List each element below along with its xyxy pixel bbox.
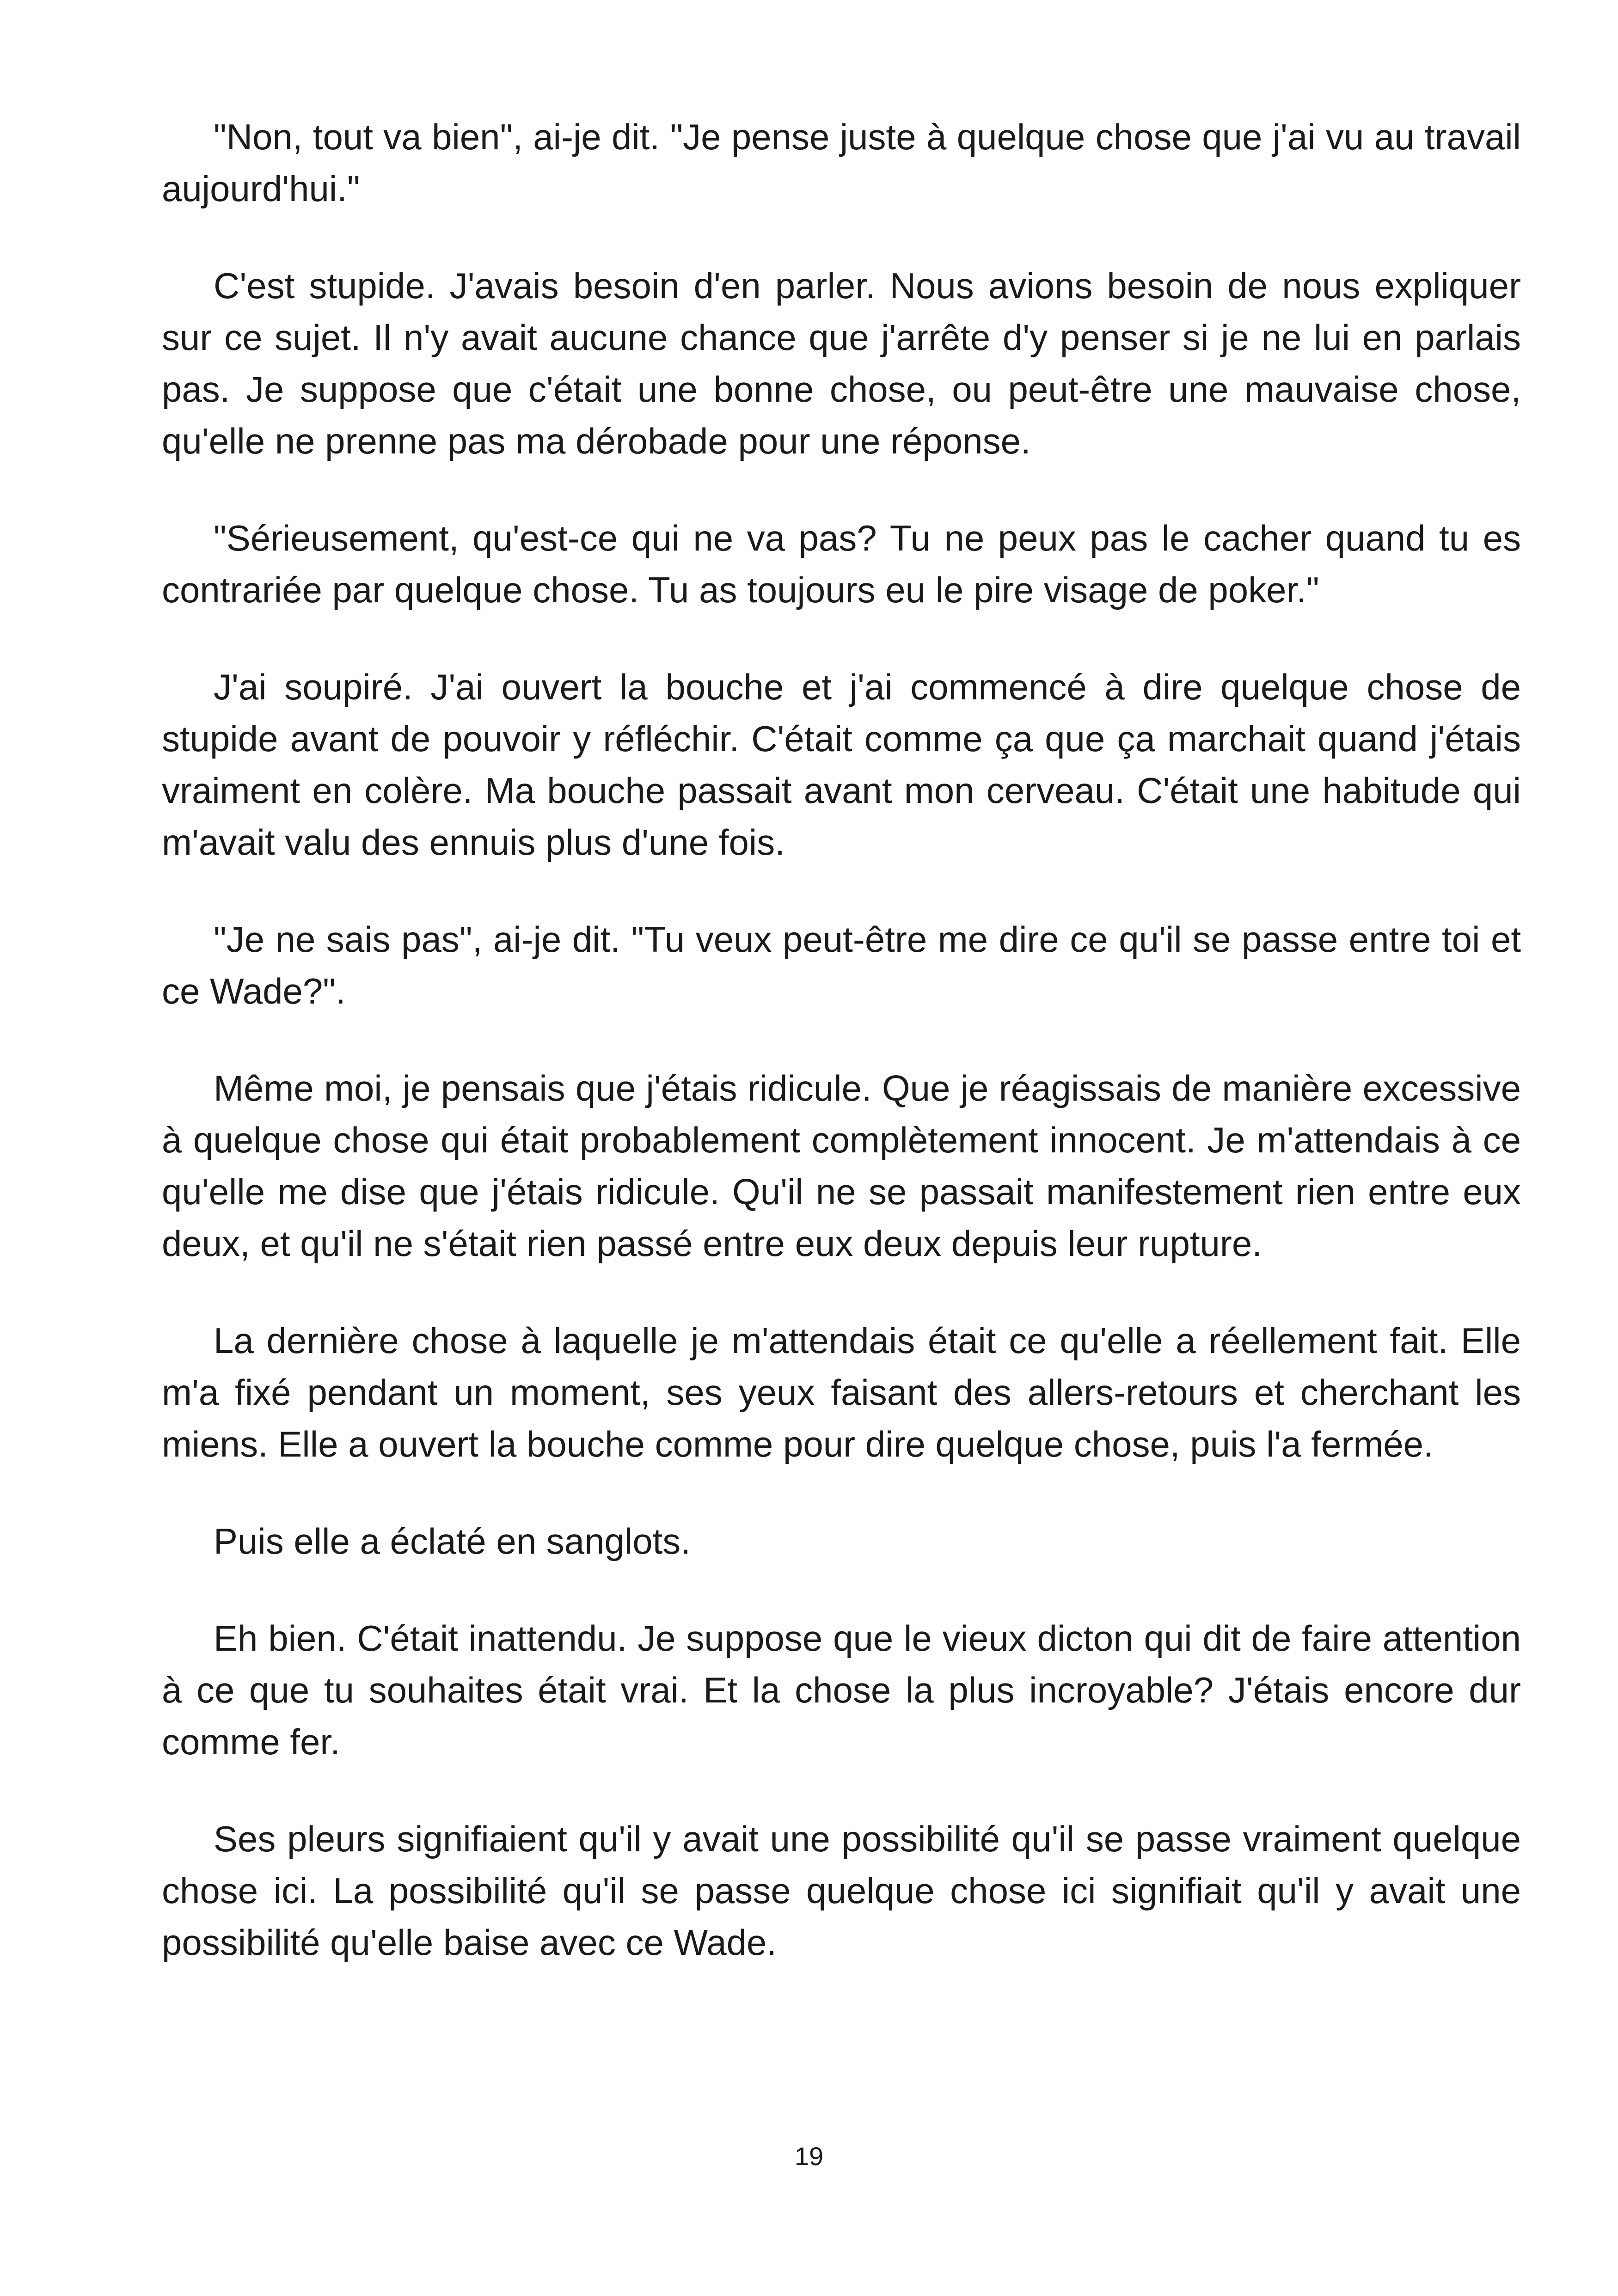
paragraph: "Non, tout va bien", ai-je dit. "Je pense juste à quelque chose que j'ai vu au travail aujourd'hui." bbox=[162, 116, 1521, 209]
page-number: 19 bbox=[794, 2142, 824, 2171]
text-body bbox=[162, 111, 1521, 1968]
paragraph: J'ai soupiré. J'ai ouvert la bouche et j'ai commencé à dire quelque chose de stupide avant de pouvoir y réfléchir. C'était comme ça que ça marchait quand j'étais vraiment en colère. Ma bouche passait avant mon cerveau. C'était une habitude qui m'avait valu des ennuis plus d'une fois. bbox=[162, 667, 1521, 863]
paragraph: C'est stupide. J'avais besoin d'en parler. Nous avions besoin de nous expliquer sur ce sujet. Il n'y avait aucune chance que j'arrête d'y penser si je ne lui en parlais pas. Je suppose que c'était une bonne chose, ou peut-être une mauvaise chose, qu'elle ne prenne pas ma dérobade pour une réponse. bbox=[162, 265, 1521, 461]
paragraph: Ses pleurs signifiaient qu'il y avait une possibilité qu'il se passe vraiment quelque chose ici. La possibilité qu'il se passe quelque chose ici signifiait qu'il y avait une possibilité qu'elle baise avec ce Wade. bbox=[162, 1818, 1521, 1963]
paragraph: La dernière chose à laquelle je m'attendais était ce qu'elle a réellement fait. Elle m'a fixé pendant un moment, ses yeux faisant des allers-retours et cherchant les miens. Elle a ouvert la bouche comme pour dire quelque chose, puis l'a fermée. bbox=[162, 1320, 1521, 1464]
paragraph: Même moi, je pensais que j'étais ridicule. Que je réagissais de manière excessive à quelque chose qui était probablement complètement innocent. Je m'attendais à ce qu'elle me dise que j'étais ridicule. Qu'il ne se passait manifestement rien entre eux deux, et qu'il ne s'était rien passé entre eux deux depuis leur rupture. bbox=[162, 1068, 1521, 1264]
paragraph: "Sérieusement, qu'est-ce qui ne va pas? Tu ne peux pas le cacher quand tu es contrariée par quelque chose. Tu as toujours eu le pire visage de poker." bbox=[162, 518, 1521, 610]
paragraph: Puis elle a éclaté en sanglots. bbox=[214, 1521, 691, 1561]
paragraph: "Je ne sais pas", ai-je dit. "Tu veux peut-être me dire ce qu'il se passe entre toi et ce Wade?". bbox=[162, 919, 1521, 1011]
paragraph: Eh bien. C'était inattendu. Je suppose que le vieux dicton qui dit de faire attention à ce que tu souhaites était vrai. Et la chose la plus incroyable? J'étais encore dur comme fer. bbox=[162, 1618, 1521, 1762]
